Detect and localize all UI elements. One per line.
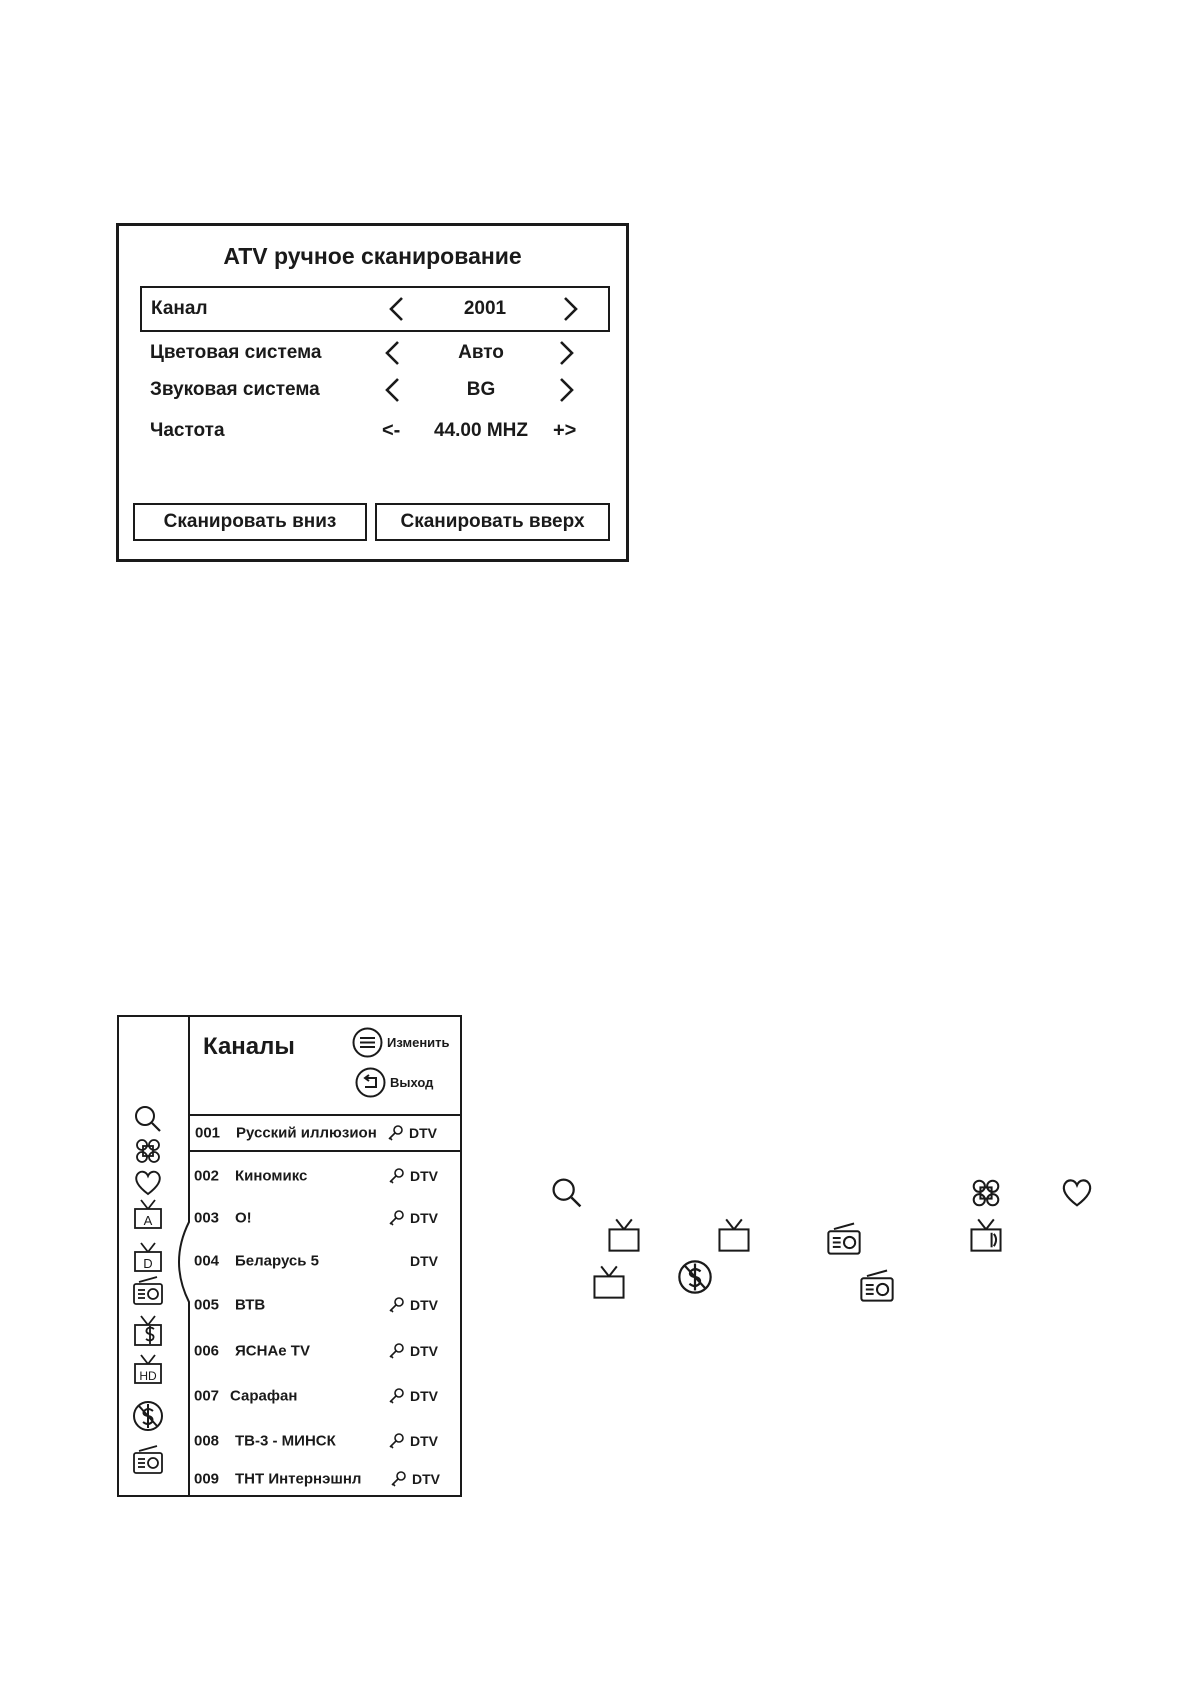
heart-icon[interactable] xyxy=(131,1166,165,1200)
channel-type: DTV xyxy=(409,1125,437,1141)
hd-tv-icon[interactable] xyxy=(131,1352,165,1386)
channel-row[interactable] xyxy=(189,1243,460,1279)
tv-icon xyxy=(605,1216,643,1254)
sound-system-row[interactable] xyxy=(138,370,610,410)
exit-button[interactable] xyxy=(355,1067,433,1098)
lock-icon xyxy=(388,1342,406,1360)
sound-system-value: BG xyxy=(466,379,496,400)
channel-type: DTV xyxy=(412,1471,440,1487)
svg-text:HD: HD xyxy=(139,1369,157,1383)
channel-row[interactable] xyxy=(189,1158,460,1194)
channel-number: 006 xyxy=(194,1342,220,1360)
panel-title: Каналы xyxy=(203,1033,295,1060)
frequency-row[interactable] xyxy=(138,411,610,451)
edit-button[interactable] xyxy=(352,1027,450,1058)
chevron-right-icon[interactable] xyxy=(558,377,576,403)
color-system-row[interactable] xyxy=(138,333,610,373)
chevron-left-icon[interactable] xyxy=(383,377,401,403)
channel-name: Сарафан xyxy=(230,1387,298,1405)
channel-number: 008 xyxy=(194,1432,220,1450)
frequency-label: Частота xyxy=(150,420,225,441)
radio-icon[interactable] xyxy=(131,1273,165,1307)
channel-row[interactable] xyxy=(189,1200,460,1236)
exit-label: Выход xyxy=(390,1075,434,1090)
channel-type: DTV xyxy=(410,1253,438,1269)
channel-row[interactable] xyxy=(189,1378,460,1414)
chevron-left-icon[interactable] xyxy=(387,296,405,322)
channel-name: ТНТ Интернэшнл xyxy=(235,1470,362,1488)
chevron-left-icon[interactable] xyxy=(383,340,401,366)
heart-icon xyxy=(1058,1174,1096,1212)
frequency-increase-button[interactable]: +> xyxy=(553,419,577,442)
channel-name: О! xyxy=(235,1209,252,1227)
chevron-right-icon[interactable] xyxy=(562,296,580,322)
lock-icon xyxy=(388,1167,406,1185)
lock-icon xyxy=(388,1209,406,1227)
channel-name: ВТВ xyxy=(235,1296,266,1314)
tv-icon xyxy=(590,1263,628,1301)
channel-row[interactable] xyxy=(189,1333,460,1369)
lock-icon xyxy=(387,1124,405,1142)
color-system-label: Цветовая система xyxy=(150,342,322,363)
lock-icon xyxy=(390,1470,408,1488)
frequency-decrease-button[interactable]: <- xyxy=(382,419,401,442)
channel-number: 001 xyxy=(195,1124,221,1142)
channel-number: 002 xyxy=(194,1167,220,1185)
channel-number: 003 xyxy=(194,1209,220,1227)
scan-down-button[interactable]: Сканировать вниз xyxy=(133,503,367,541)
search-icon[interactable] xyxy=(131,1102,165,1136)
channel-row[interactable] xyxy=(189,1287,460,1323)
atv-manual-scan-dialog xyxy=(116,223,629,562)
channel-type: DTV xyxy=(410,1343,438,1359)
paid-tv-icon[interactable] xyxy=(131,1313,165,1347)
channel-value: 2001 xyxy=(463,298,507,319)
digital-tv-icon[interactable] xyxy=(131,1240,165,1274)
radio-icon xyxy=(858,1266,896,1304)
radio-icon[interactable] xyxy=(131,1442,165,1476)
analog-tv-icon[interactable] xyxy=(131,1197,165,1231)
search-icon xyxy=(548,1174,586,1212)
sound-system-label: Звуковая система xyxy=(150,379,320,400)
channel-row[interactable] xyxy=(189,1423,460,1459)
channel-name: ЯСНАе TV xyxy=(235,1342,310,1360)
radio-icon xyxy=(825,1219,863,1257)
channel-list-panel xyxy=(117,1015,462,1497)
chevron-right-icon[interactable] xyxy=(558,340,576,366)
channel-type: DTV xyxy=(410,1168,438,1184)
no-pay-icon xyxy=(676,1258,714,1296)
channel-type: DTV xyxy=(410,1297,438,1313)
dialog-title: ATV ручное сканирование xyxy=(223,243,522,269)
channel-row[interactable] xyxy=(188,1114,462,1152)
channel-name: Беларусь 5 xyxy=(235,1252,320,1270)
channel-row[interactable] xyxy=(140,286,610,332)
svg-text:A: A xyxy=(143,1213,153,1228)
lock-icon xyxy=(388,1432,406,1450)
channel-type: DTV xyxy=(410,1210,438,1226)
tv-icon xyxy=(715,1216,753,1254)
menu-icon xyxy=(352,1027,383,1058)
scan-up-button[interactable]: Сканировать вверх xyxy=(375,503,610,541)
edit-label: Изменить xyxy=(387,1035,450,1050)
no-pay-icon[interactable] xyxy=(131,1399,165,1433)
channel-label: Канал xyxy=(151,298,208,319)
channel-type: DTV xyxy=(410,1433,438,1449)
channel-number: 005 xyxy=(194,1296,220,1314)
channel-type: DTV xyxy=(410,1388,438,1404)
channel-row[interactable] xyxy=(189,1461,460,1497)
tv-radio-icon xyxy=(967,1216,1005,1254)
channel-number: 007 xyxy=(194,1387,220,1405)
lock-icon xyxy=(388,1387,406,1405)
channel-name: Русский иллюзион xyxy=(236,1124,377,1142)
channel-number: 004 xyxy=(194,1252,220,1270)
channel-name: Киномикс xyxy=(235,1167,308,1185)
grid-icon[interactable] xyxy=(131,1134,165,1168)
channel-number: 009 xyxy=(194,1470,220,1488)
back-icon xyxy=(355,1067,386,1098)
lock-icon xyxy=(388,1296,406,1314)
frequency-value: 44.00 MHZ xyxy=(434,420,528,441)
grid-icon xyxy=(967,1174,1005,1212)
channel-name: ТВ-3 - МИНСК xyxy=(235,1432,336,1450)
color-system-value: Авто xyxy=(458,342,504,363)
svg-text:D: D xyxy=(143,1256,153,1271)
